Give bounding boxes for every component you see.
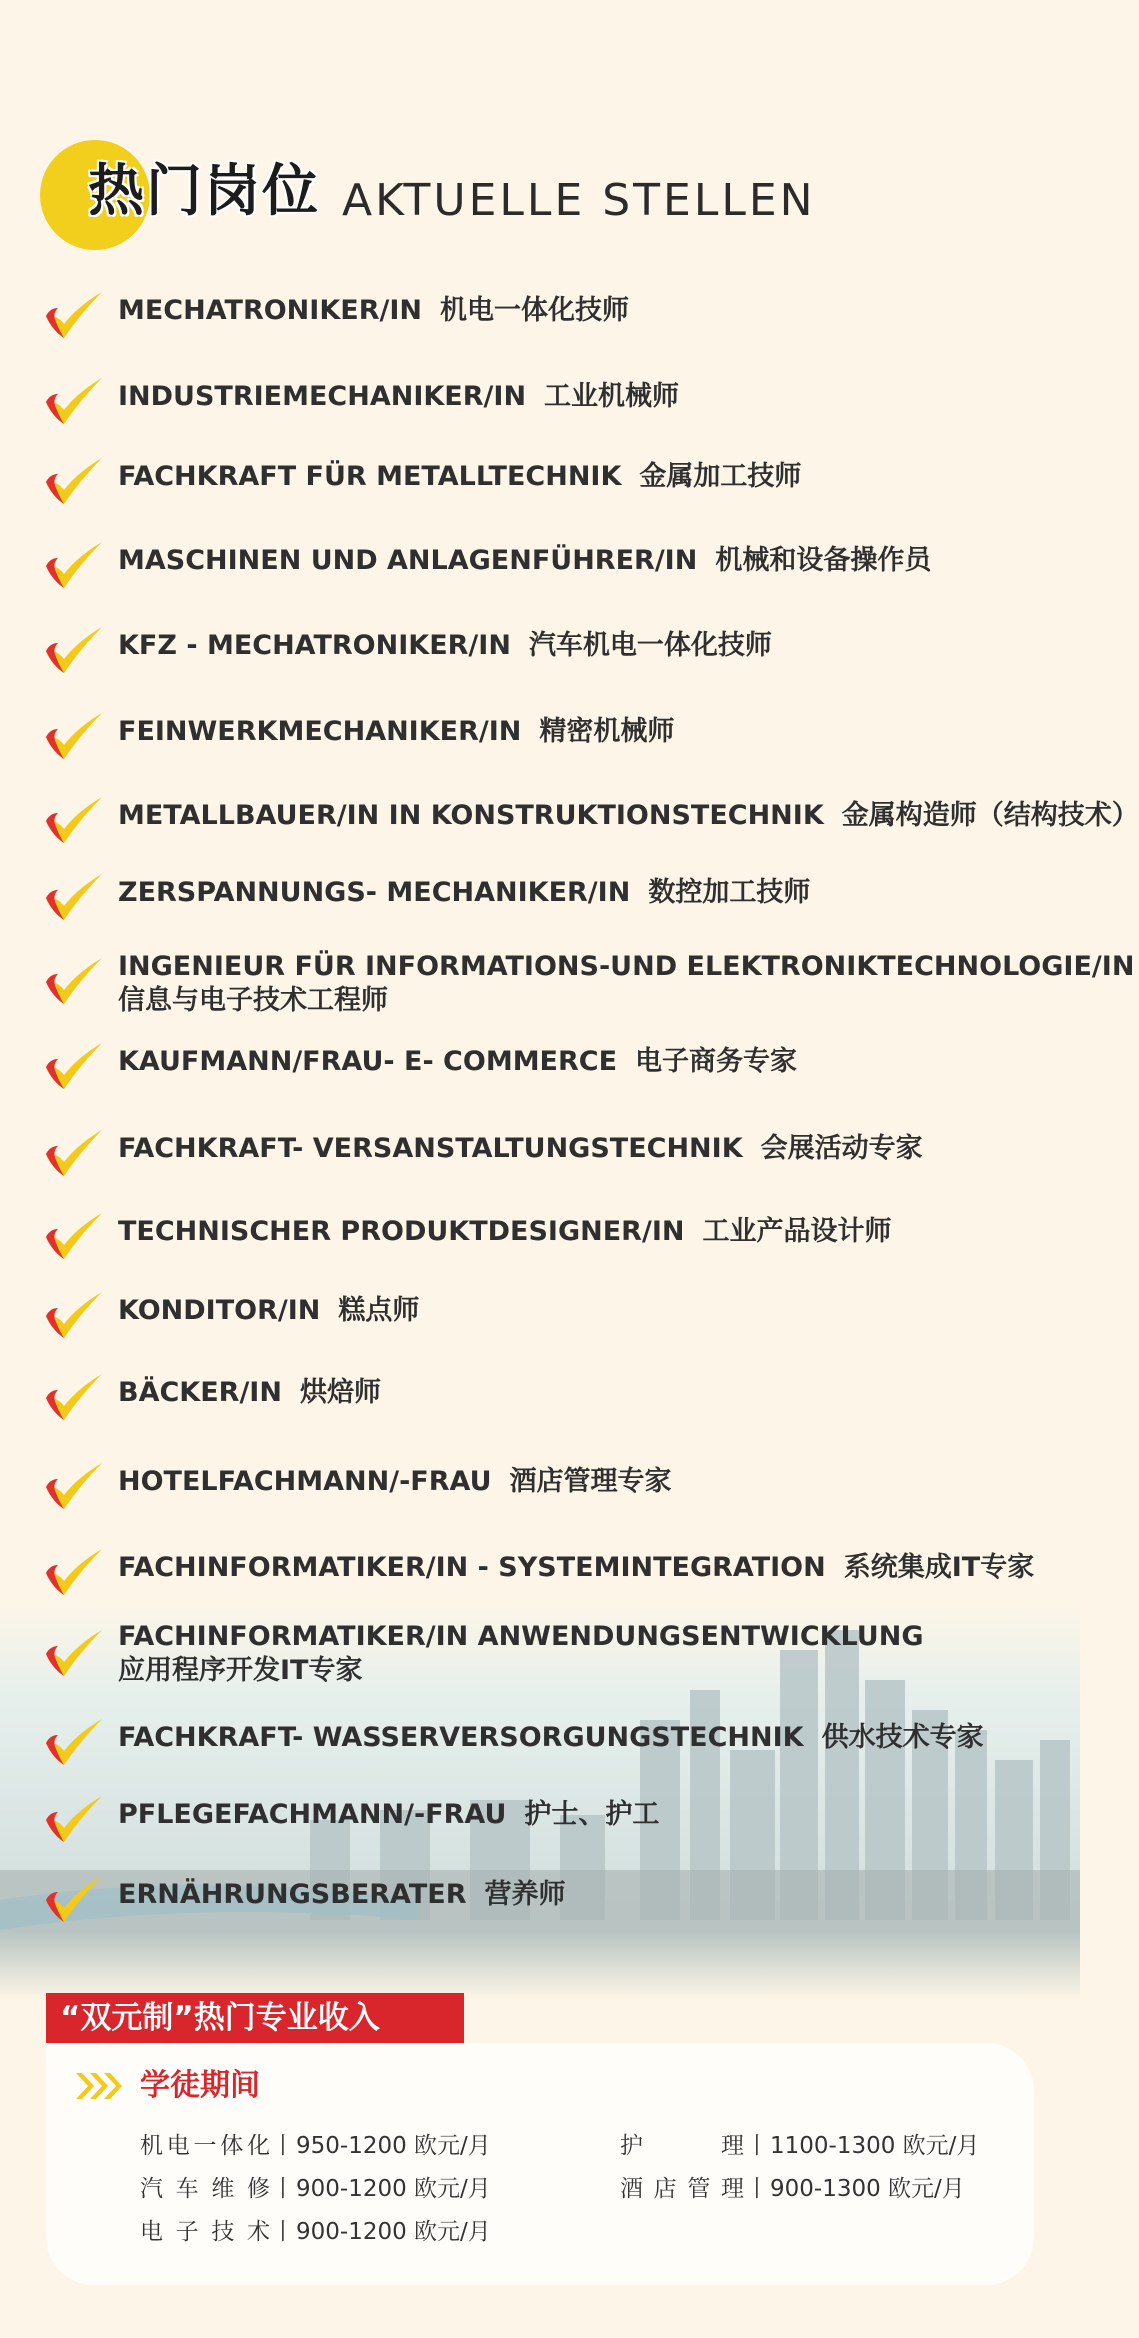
income-row [140, 2174, 491, 2204]
job-title-zh: 工业产品设计师 [702, 1216, 892, 1247]
job-item [42, 448, 1062, 508]
check-mark-icon [42, 870, 104, 924]
section-title-de: AKTUELLE STELLEN [342, 175, 816, 226]
income-row-salary: 950-1200 欧元/月 [296, 2133, 491, 2159]
check-mark-icon [42, 538, 104, 592]
income-row [140, 2131, 491, 2161]
income-row-separator: 丨 [271, 2219, 295, 2245]
check-mark-icon [42, 1626, 104, 1680]
job-title-zh: 烘焙师 [299, 1377, 381, 1408]
check-mark-icon [42, 1872, 104, 1926]
job-title-de: HOTELFACHMANN/-FRAU [118, 1466, 492, 1497]
job-title-de: MASCHINEN UND ANLAGENFÜHRER/IN [118, 545, 698, 576]
check-mark-icon [42, 1039, 104, 1093]
section-title-zh: 热门岗位 [88, 159, 320, 224]
job-item [42, 1709, 1062, 1769]
check-mark-icon [42, 288, 104, 342]
income-row-salary: 900-1200 欧元/月 [296, 2176, 491, 2202]
job-item [42, 1866, 1062, 1926]
job-title-zh: 机电一体化技师 [440, 295, 629, 326]
job-title-zh: 护士、护工 [524, 1799, 660, 1830]
job-title-de: FACHKRAFT- VERSANSTALTUNGSTECHNIK [118, 1133, 743, 1164]
check-mark-icon [42, 1792, 104, 1846]
check-mark-icon [42, 954, 104, 1008]
job-title-de: FACHKRAFT- WASSERVERSORGUNGSTECHNIK [118, 1722, 804, 1753]
job-title-zh: 信息与电子技术工程师 [118, 985, 388, 1016]
income-row-name: 酒店管理 [620, 2176, 744, 2202]
job-item [42, 617, 1062, 677]
job-title-de: TECHNISCHER PRODUKTDESIGNER/IN [118, 1216, 685, 1247]
job-title-de: KONDITOR/IN [118, 1295, 321, 1326]
job-title-zh: 汽车机电一体化技师 [528, 630, 772, 661]
job-title-de: KFZ - MECHATRONIKER/IN [118, 630, 511, 661]
job-item [42, 1203, 1062, 1263]
job-item [42, 1453, 1062, 1513]
check-mark-icon [42, 1370, 104, 1424]
job-item [42, 703, 1062, 763]
check-mark-icon [42, 1209, 104, 1263]
job-title-zh: 金属构造师（结构技术） [841, 800, 1139, 831]
job-title-zh: 供水技术专家 [821, 1722, 984, 1753]
income-card [46, 2043, 1034, 2285]
job-title-de: METALLBAUER/IN IN KONSTRUKTIONSTECHNIK [118, 800, 824, 831]
check-mark-icon [42, 1126, 104, 1180]
job-item [42, 1620, 1062, 1700]
check-mark-icon [42, 1545, 104, 1599]
income-row [140, 2217, 491, 2247]
job-title-zh: 应用程序开发IT专家 [118, 1655, 363, 1686]
job-title-de: ZERSPANNUNGS- MECHANIKER/IN [118, 877, 631, 908]
income-row-separator: 丨 [745, 2133, 769, 2159]
income-row-name: 护理 [620, 2133, 744, 2159]
check-mark-icon [42, 709, 104, 763]
job-title-de: FACHINFORMATIKER/IN - SYSTEMINTEGRATION [118, 1552, 826, 1583]
job-item [42, 368, 1062, 428]
job-item [42, 1033, 1062, 1093]
job-title-zh: 电子商务专家 [635, 1046, 798, 1077]
triple-arrow-icon [76, 2071, 124, 2101]
income-row [620, 2131, 979, 2161]
income-row-salary: 1100-1300 欧元/月 [770, 2133, 980, 2159]
job-item [42, 1539, 1062, 1599]
income-row-salary: 900-1300 欧元/月 [770, 2176, 965, 2202]
job-title-de: KAUFMANN/FRAU- E- COMMERCE [118, 1046, 618, 1077]
apprenticeship-period-label: 学徒期间 [140, 2068, 260, 2103]
income-row-name: 电子技术 [140, 2219, 270, 2245]
check-mark-icon [42, 374, 104, 428]
job-title-zh: 数控加工技师 [648, 877, 811, 908]
job-title-zh: 系统集成IT专家 [843, 1552, 1035, 1583]
job-title-zh: 精密机械师 [539, 716, 675, 747]
section-header [40, 135, 940, 255]
job-title-zh: 营养师 [484, 1879, 566, 1910]
job-title-de: MECHATRONIKER/IN [118, 295, 422, 326]
income-row-name: 机电一体化 [140, 2133, 270, 2159]
check-mark-icon [42, 793, 104, 847]
job-title-zh: 酒店管理专家 [509, 1466, 672, 1497]
job-item [42, 950, 1135, 1030]
income-row-separator: 丨 [271, 2133, 295, 2159]
check-mark-icon [42, 1715, 104, 1769]
check-mark-icon [42, 623, 104, 677]
job-item [42, 282, 1062, 342]
job-title-zh: 糕点师 [338, 1295, 420, 1326]
job-title-de: PFLEGEFACHMANN/-FRAU [118, 1799, 507, 1830]
job-item [42, 1120, 1062, 1180]
check-mark-icon [42, 1288, 104, 1342]
income-row [620, 2174, 965, 2204]
job-title-zh: 工业机械师 [544, 381, 680, 412]
job-item [42, 1786, 1062, 1846]
check-mark-icon [42, 454, 104, 508]
job-item [42, 532, 1062, 592]
job-title-de: INDUSTRIEMECHANIKER/IN [118, 381, 527, 412]
income-row-name: 汽车维修 [140, 2176, 270, 2202]
income-section-title [46, 1993, 464, 2043]
job-title-zh: 机械和设备操作员 [715, 545, 932, 576]
job-title-zh: 金属加工技师 [639, 461, 802, 492]
job-item [42, 864, 1062, 924]
job-item [42, 1282, 1062, 1342]
job-item [42, 787, 1139, 847]
income-row-salary: 900-1200 欧元/月 [296, 2219, 491, 2245]
job-title-zh: 会展活动专家 [760, 1133, 923, 1164]
income-row-separator: 丨 [745, 2176, 769, 2202]
income-title-text: “双元制”热门专业收入 [60, 2000, 380, 2036]
income-row-separator: 丨 [271, 2176, 295, 2202]
job-item [42, 1364, 1062, 1424]
check-mark-icon [42, 1459, 104, 1513]
job-title-de: FACHKRAFT FÜR METALLTECHNIK [118, 461, 622, 492]
job-title-de: FEINWERKMECHANIKER/IN [118, 716, 522, 747]
job-title-de: INGENIEUR FÜR INFORMATIONS-UND ELEKTRONIKTECHNOLOGIE/IN [118, 951, 1135, 982]
job-title-de: FACHINFORMATIKER/IN ANWENDUNGSENTWICKLUNG [118, 1621, 924, 1652]
job-title-de: BÄCKER/IN [118, 1377, 282, 1408]
job-title-de: ERNÄHRUNGSBERATER [118, 1879, 467, 1910]
